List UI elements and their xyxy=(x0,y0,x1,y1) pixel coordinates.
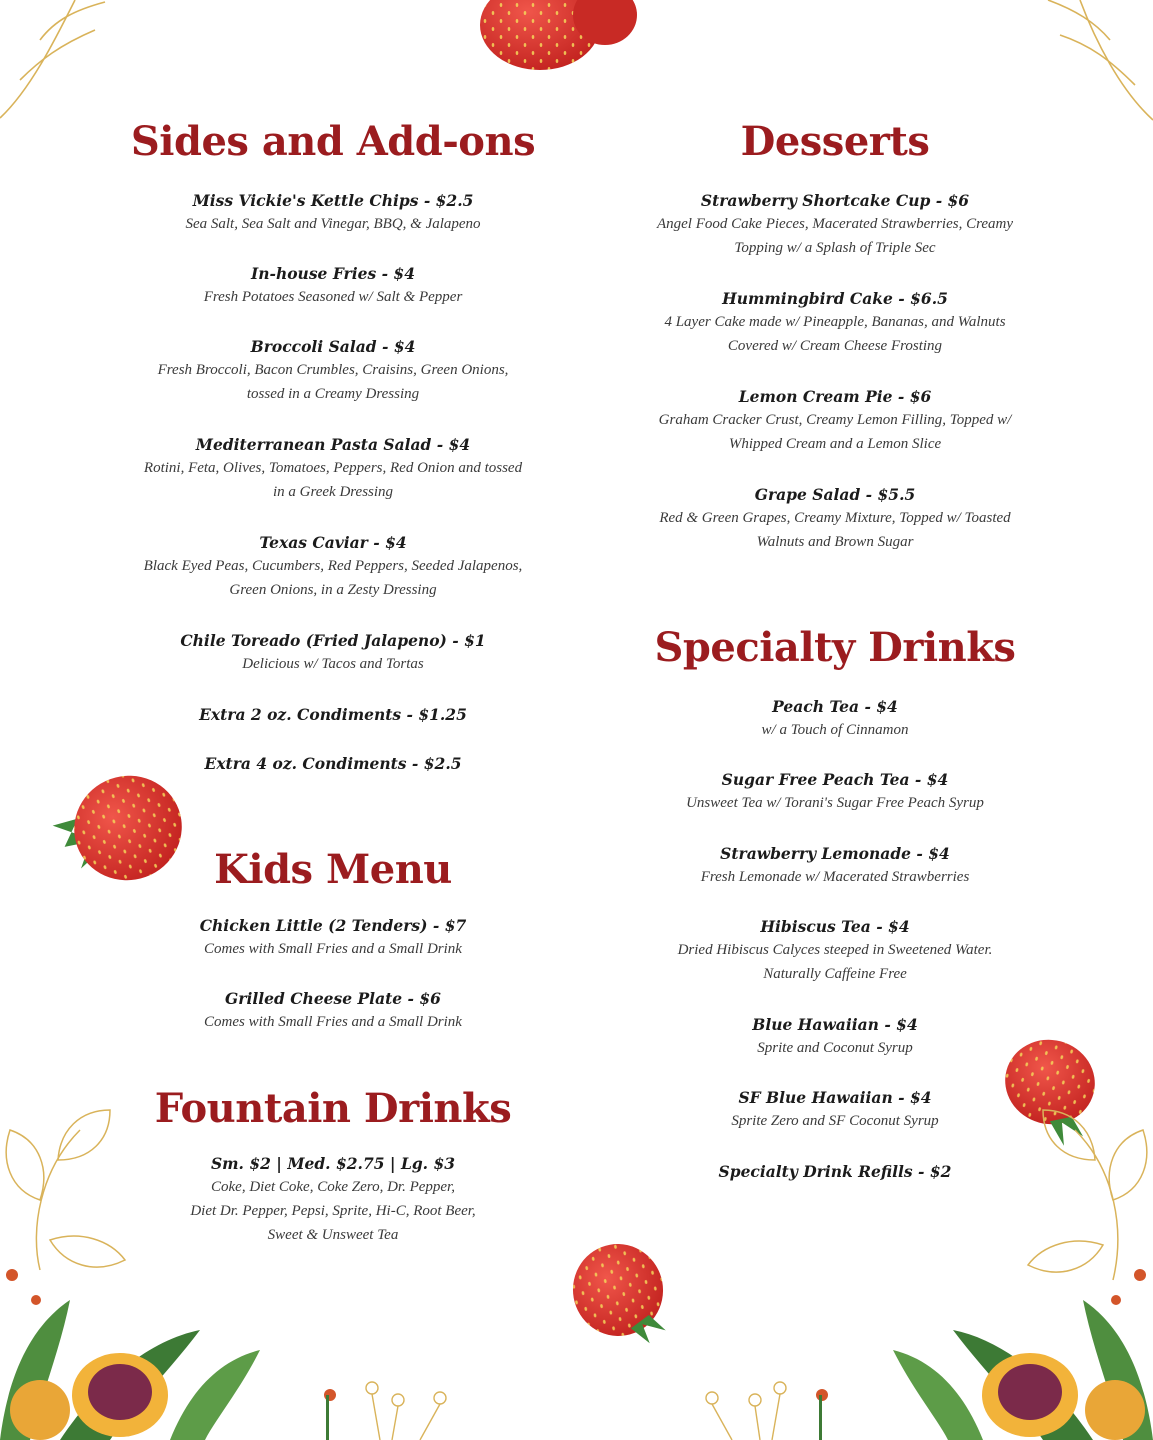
foliage-bottom-left xyxy=(0,1269,446,1440)
menu-item-name: Strawberry Lemonade - $4 xyxy=(720,844,950,863)
menu-item-description xyxy=(88,212,578,236)
menu-item-description xyxy=(610,1036,1060,1060)
menu-item-description xyxy=(610,1109,1060,1133)
description-line: Diet Dr. Pepper, Pepsi, Sprite, Hi-C, Root Beer, xyxy=(190,1203,476,1219)
gold-leaf-top-left xyxy=(0,0,105,118)
description-line: Black Eyed Peas, Cucumbers, Red Peppers, Seeded Jalapenos, xyxy=(143,558,523,574)
menu-item xyxy=(610,190,1060,260)
description-line: Fresh Potatoes Seasoned w/ Salt & Pepper xyxy=(203,289,463,305)
menu-item xyxy=(88,988,578,1034)
description-line: Walnuts and Brown Sugar xyxy=(756,534,914,550)
menu-item-description xyxy=(88,1175,578,1247)
description-line: Topping w/ a Splash of Triple Sec xyxy=(734,240,936,256)
menu-item xyxy=(610,769,1060,815)
description-line: Dried Hibiscus Calyces steeped in Sweetened Water. xyxy=(677,942,993,958)
menu-item-name: Chicken Little (2 Tenders) - $7 xyxy=(199,916,467,935)
menu-item-name: Lemon Cream Pie - $6 xyxy=(738,387,932,406)
menu-item-name: Hibiscus Tea - $4 xyxy=(760,917,910,936)
description-line: Sprite and Coconut Syrup xyxy=(757,1040,913,1056)
description-line: Fresh Broccoli, Bacon Crumbles, Craisins, Green Onions, xyxy=(157,362,509,378)
description-line: w/ a Touch of Cinnamon xyxy=(761,722,909,738)
description-line: Graham Cracker Crust, Creamy Lemon Filling, Topped w/ xyxy=(658,412,1012,428)
menu-item xyxy=(610,1161,1060,1183)
strawberry-bottom xyxy=(566,1237,673,1355)
menu-item-description xyxy=(88,937,578,961)
menu-item-description xyxy=(88,358,578,406)
description-line: 4 Layer Cake made w/ Pineapple, Bananas, and Walnuts xyxy=(664,314,1006,330)
foliage-bottom-right xyxy=(706,1269,1153,1440)
menu-item xyxy=(610,1014,1060,1060)
description-line: tossed in a Creamy Dressing xyxy=(246,386,420,402)
description-line: Unsweet Tea w/ Torani's Sugar Free Peach Syrup xyxy=(686,795,984,811)
menu-item-name: Mediterranean Pasta Salad - $4 xyxy=(195,435,471,454)
menu-item-name: Hummingbird Cake - $6.5 xyxy=(722,289,948,308)
menu-item xyxy=(88,263,578,309)
menu-item-name: Extra 4 oz. Condiments - $2.5 xyxy=(204,754,462,773)
menu-item-name: SF Blue Hawaiian - $4 xyxy=(738,1088,932,1107)
description-line: Sprite Zero and SF Coconut Syrup xyxy=(731,1113,939,1129)
menu-item-name: Extra 2 oz. Condiments - $1.25 xyxy=(199,705,467,724)
menu-item-name: Sugar Free Peach Tea - $4 xyxy=(721,770,949,789)
menu-item xyxy=(610,288,1060,358)
menu-item xyxy=(88,434,578,504)
fountain-title: Fountain Drinks xyxy=(154,1085,512,1132)
menu-item-description xyxy=(610,310,1060,358)
menu-item xyxy=(88,630,578,676)
menu-item-name: Texas Caviar - $4 xyxy=(259,533,407,552)
menu-item xyxy=(88,915,578,961)
menu-item xyxy=(610,386,1060,456)
description-line: Comes with Small Fries and a Small Drink xyxy=(204,1014,462,1030)
menu-item xyxy=(88,190,578,236)
drinks-title: Specialty Drinks xyxy=(654,624,1016,671)
menu-item-description xyxy=(88,1010,578,1034)
menu-item-name: Broccoli Salad - $4 xyxy=(250,337,416,356)
menu-item-description xyxy=(610,408,1060,456)
menu-item-name: Sm. $2 | Med. $2.75 | Lg. $3 xyxy=(210,1154,456,1173)
description-line: Fresh Lemonade w/ Macerated Strawberries xyxy=(700,869,970,885)
description-line: Whipped Cream and a Lemon Slice xyxy=(728,436,942,452)
menu-item-name: Strawberry Shortcake Cup - $6 xyxy=(700,191,970,210)
menu-item xyxy=(610,843,1060,889)
gold-leaf-top-right xyxy=(1048,0,1153,120)
menu-item-description xyxy=(610,506,1060,554)
menu-item-description xyxy=(88,285,578,309)
menu-item-name: Specialty Drink Refills - $2 xyxy=(718,1162,952,1181)
kids-title: Kids Menu xyxy=(214,846,452,893)
menu-item-description xyxy=(610,791,1060,815)
menu-item xyxy=(610,484,1060,554)
description-line: Delicious w/ Tacos and Tortas xyxy=(242,656,424,672)
description-line: in a Greek Dressing xyxy=(272,484,394,500)
menu-item xyxy=(88,753,578,775)
menu-item-description xyxy=(88,456,578,504)
menu-item xyxy=(88,532,578,602)
menu-item-name: Grilled Cheese Plate - $6 xyxy=(225,989,441,1008)
menu-item xyxy=(88,1153,578,1247)
menu-item-description xyxy=(610,212,1060,260)
menu-item xyxy=(610,696,1060,742)
menu-item xyxy=(88,704,578,726)
description-line: Rotini, Feta, Olives, Tomatoes, Peppers, Red Onion and tossed xyxy=(143,460,523,476)
menu-item-description xyxy=(610,938,1060,986)
menu-item-description xyxy=(88,554,578,602)
menu-item xyxy=(610,1087,1060,1133)
menu-item-name: Grape Salad - $5.5 xyxy=(754,485,916,504)
menu-item-name: Peach Tea - $4 xyxy=(772,697,898,716)
description-line: Sea Salt, Sea Salt and Vinegar, BBQ, & Jalapeno xyxy=(185,216,481,232)
description-line: Naturally Caffeine Free xyxy=(763,966,907,982)
description-line: Covered w/ Cream Cheese Frosting xyxy=(727,338,943,354)
description-line: Green Onions, in a Zesty Dressing xyxy=(229,582,437,598)
menu-item-name: Miss Vickie's Kettle Chips - $2.5 xyxy=(192,191,474,210)
menu-item xyxy=(88,336,578,406)
menu-item-description xyxy=(88,652,578,676)
description-line: Comes with Small Fries and a Small Drink xyxy=(204,941,462,957)
strawberry-top xyxy=(480,0,637,70)
menu-item-name: Chile Toreado (Fried Jalapeno) - $1 xyxy=(180,631,486,650)
gold-leaves-right xyxy=(1028,1110,1147,1280)
description-line: Angel Food Cake Pieces, Macerated Strawberries, Creamy xyxy=(656,216,1014,232)
menu-item xyxy=(610,916,1060,986)
menu-item-name: In-house Fries - $4 xyxy=(251,264,415,283)
menu-item-name: Blue Hawaiian - $4 xyxy=(752,1015,918,1034)
menu-item-description xyxy=(610,865,1060,889)
desserts-title: Desserts xyxy=(740,118,930,165)
sides-title: Sides and Add-ons xyxy=(130,118,536,165)
description-line: Coke, Diet Coke, Coke Zero, Dr. Pepper, xyxy=(211,1179,455,1195)
description-line: Sweet & Unsweet Tea xyxy=(267,1227,399,1243)
menu-item-description xyxy=(610,718,1060,742)
description-line: Red & Green Grapes, Creamy Mixture, Topped w/ Toasted xyxy=(659,510,1011,526)
